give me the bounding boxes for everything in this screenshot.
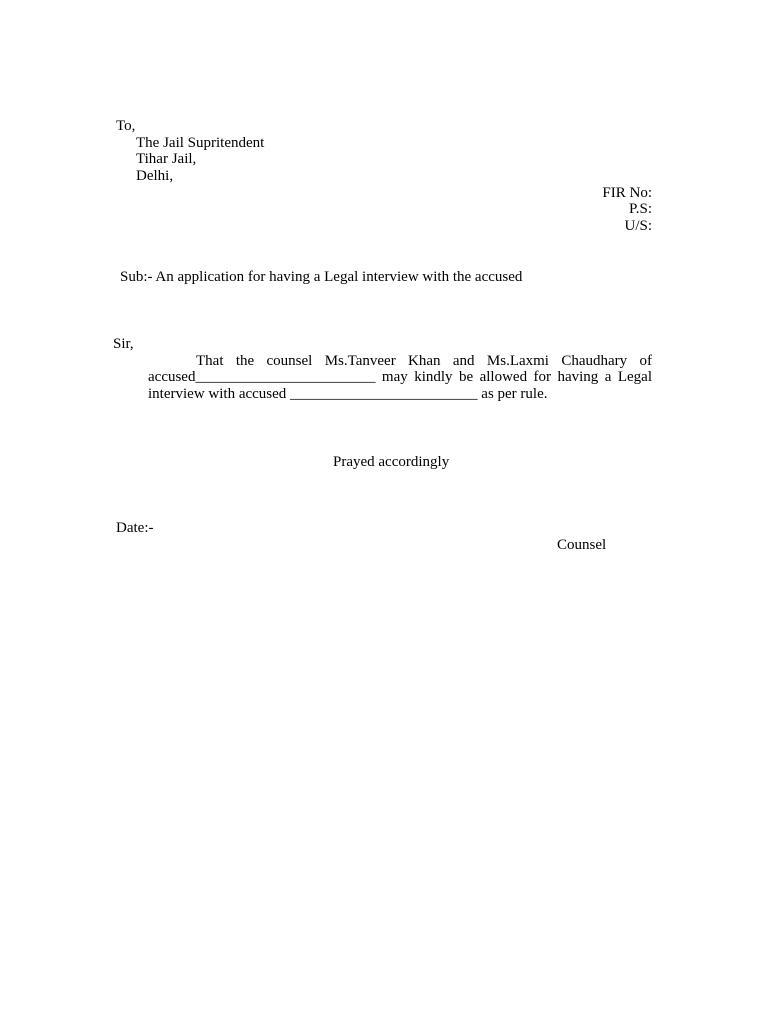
under-section-label: U/S:: [624, 218, 652, 234]
fir-number-label: FIR No:: [602, 185, 652, 201]
signature-label: Counsel: [557, 537, 607, 553]
recipient-title: The Jail Supritendent: [136, 135, 265, 151]
salutation-to: To,: [116, 118, 136, 134]
body-line-3: interview with accused _________________________ as per rule.: [148, 386, 548, 402]
greeting: Sir,: [113, 336, 134, 352]
recipient-city: Delhi,: [136, 168, 174, 184]
body-line-2: accused________________________ may kindly be allowed for having a Legal: [148, 369, 652, 385]
police-station-label: P.S:: [629, 201, 652, 217]
closing-line: Prayed accordingly: [333, 454, 450, 470]
body-line-1: That the counsel Ms.Tanveer Khan and Ms.Laxmi Chaudhary of: [196, 353, 652, 369]
subject-line: Sub:- An application for having a Legal interview with the accused: [120, 269, 523, 285]
recipient-place: Tihar Jail,: [136, 151, 197, 167]
date-label: Date:-: [116, 520, 154, 536]
